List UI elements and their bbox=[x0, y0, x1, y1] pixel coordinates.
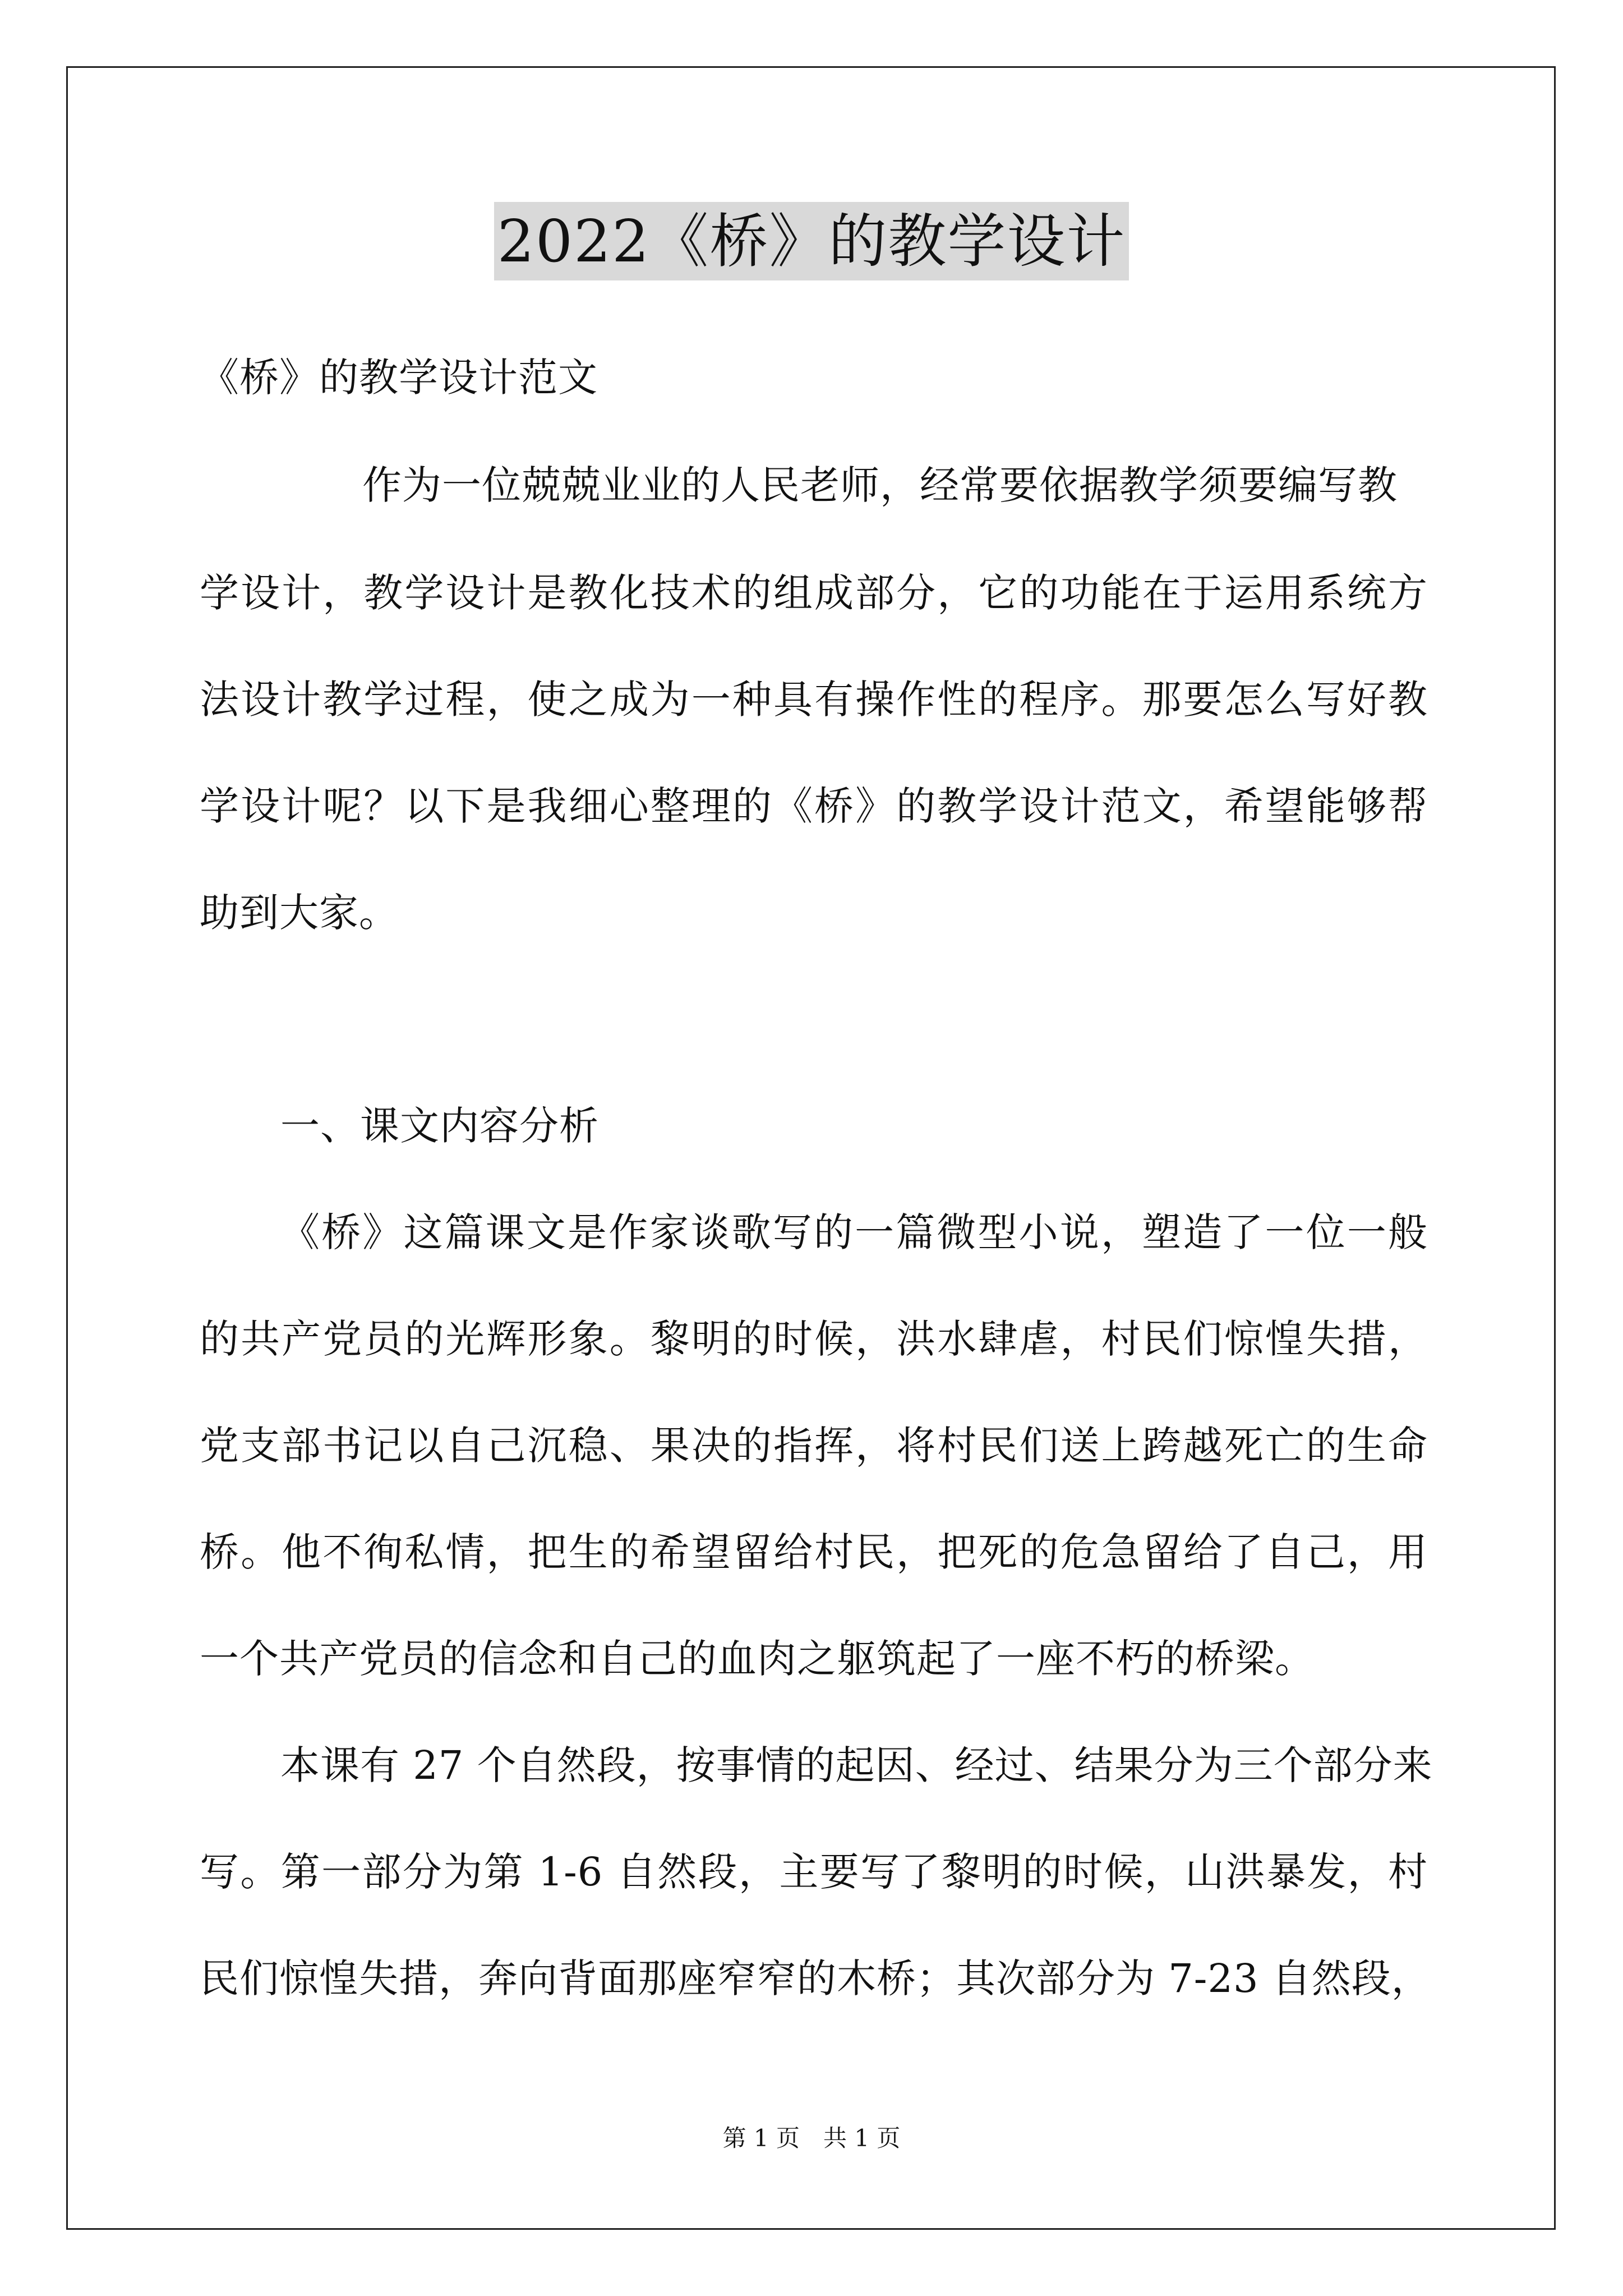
page-footer: 第 1 页 共 1 页 bbox=[722, 2124, 901, 2152]
intro-line-1: 作为一位兢兢业业的人民老师，经常要依据教学须要编写教 bbox=[362, 462, 1398, 508]
para2-line-2: 写。第一部分为第 1-6 自然段，主要写了黎明的时候，山洪暴发，村 bbox=[200, 1849, 1428, 1895]
para1-line-2: 的共产党员的光辉形象。黎明的时候，洪水肆虐，村民们惊惶失措， bbox=[200, 1316, 1428, 1362]
intro-line-4: 学设计呢？以下是我细心整理的《桥》的教学设计范文，希望能够帮 bbox=[200, 783, 1428, 829]
document-subtitle: 《桥》的教学设计范文 bbox=[200, 355, 598, 401]
section-heading: 一、课文内容分析 bbox=[280, 1103, 599, 1149]
para1-line-5: 一个共产党员的信念和自己的血肉之躯筑起了一座不朽的桥梁。 bbox=[200, 1636, 1315, 1682]
para1-line-4: 桥。他不徇私情，把生的希望留给村民，把死的危急留给了自己，用 bbox=[200, 1529, 1428, 1575]
intro-line-2: 学设计，教学设计是教化技术的组成部分，它的功能在于运用系统方 bbox=[200, 570, 1428, 616]
intro-line-5: 助到大家。 bbox=[200, 890, 399, 936]
para1-line-3: 党支部书记以自己沉稳、果决的指挥，将村民们送上跨越死亡的生命 bbox=[200, 1423, 1428, 1469]
title-block bbox=[0, 202, 1623, 280]
para1-line-1: 《桥》这篇课文是作家谈歌写的一篇微型小说，塑造了一位一般 bbox=[280, 1209, 1428, 1255]
intro-line-3: 法设计教学过程，使之成为一种具有操作性的程序。那要怎么写好教 bbox=[200, 677, 1428, 723]
para2-line-3: 民们惊惶失措，奔向背面那座窄窄的木桥；其次部分为 7-23 自然段， bbox=[200, 1955, 1431, 2001]
para2-line-1: 本课有 27 个自然段，按事情的起因、经过、结果分为三个部分来 bbox=[280, 1742, 1433, 1788]
document-title: 2022《桥》的教学设计 bbox=[494, 202, 1129, 280]
